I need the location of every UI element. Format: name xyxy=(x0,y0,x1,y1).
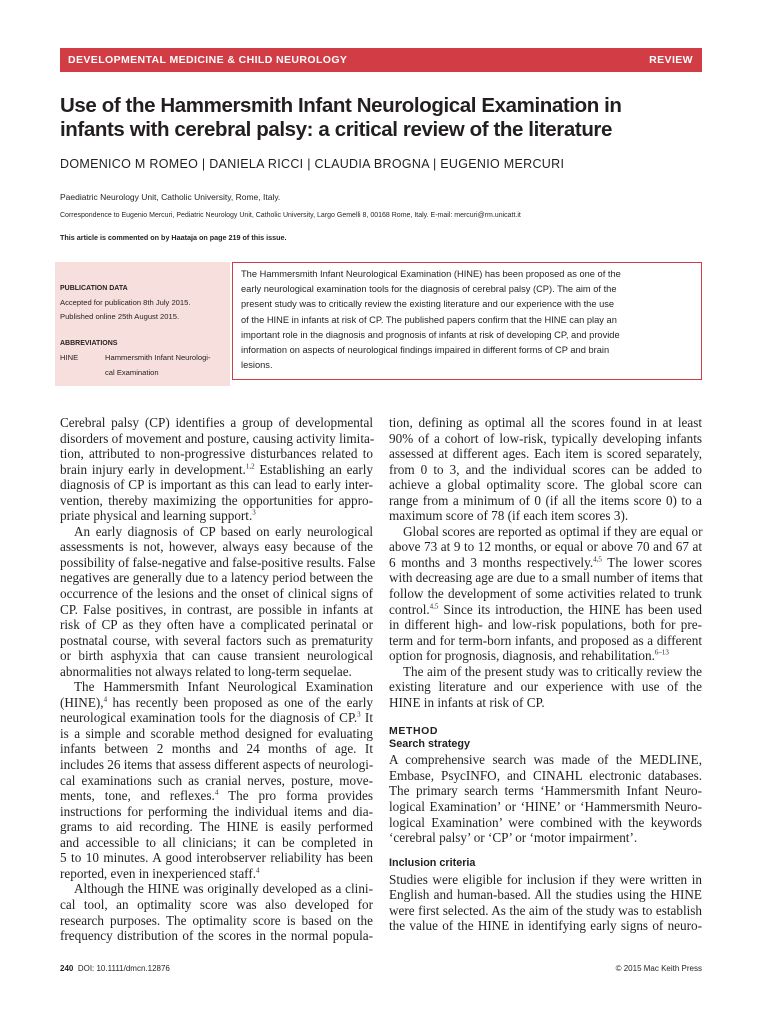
line-text: tion, attributed to non-progressive disturbances related to xyxy=(60,446,373,462)
text-line xyxy=(60,913,373,929)
text-line xyxy=(389,903,702,919)
article-title xyxy=(60,94,720,142)
line-text: The primary search terms ‘Hammersmith Infant Neuro- xyxy=(389,783,702,799)
line-text: infants between 2 months and 24 months of age. It xyxy=(60,741,373,757)
title-line: infants with cerebral palsy: a critical review of the literature xyxy=(60,118,613,141)
published-date: Published online 25th August 2015. xyxy=(60,312,180,321)
text-line xyxy=(60,835,373,851)
line-text: risk of CP as they often have a complicated perinatal or xyxy=(60,617,373,633)
citation-ref: 4 xyxy=(256,866,260,875)
line-text: includes 26 items that assess different aspects of neurologi- xyxy=(60,757,374,773)
text-line xyxy=(60,554,376,571)
line-text: follow the development of some activities related to trunk xyxy=(389,586,702,602)
line-text: assessments is not, however, always easy because of the xyxy=(60,539,373,555)
subsection-heading: Inclusion criteria xyxy=(389,856,476,869)
text-line xyxy=(389,431,702,447)
page-footer xyxy=(60,964,170,973)
text-line xyxy=(389,555,702,571)
line-text: HINE in infants at risk of CP. xyxy=(389,694,545,710)
line-text: A comprehensive search was made of the MEDLINE, xyxy=(389,752,702,768)
text-line xyxy=(389,815,702,831)
text-line xyxy=(389,783,702,799)
text-line xyxy=(60,508,373,524)
text-line xyxy=(60,788,373,804)
citation-ref: 3 xyxy=(357,711,361,719)
title-line: Use of the Hammersmith Infant Neurological Examination in xyxy=(60,94,622,117)
text-line xyxy=(60,617,373,633)
line-text: frequency distribution of the scores in the normal popula- xyxy=(60,928,373,944)
inclusion-criteria-text xyxy=(389,872,702,934)
text-line xyxy=(60,819,373,835)
line-text: brain injury early in development. xyxy=(60,461,246,477)
line-text: CP. False positives, in contrast, are possible in infants at xyxy=(60,601,373,617)
line-text: Although the HINE was originally developed as a clini- xyxy=(74,881,373,897)
line-text: grams to aid recording. The HINE is easily performed xyxy=(60,819,373,835)
text-line xyxy=(60,431,373,447)
line-text: 5 to 10 minutes. A good interobserver reliability has been xyxy=(60,850,373,866)
text-line xyxy=(60,757,373,773)
text-line xyxy=(60,726,373,742)
text-line xyxy=(60,679,373,695)
text-line xyxy=(60,741,373,757)
text-line xyxy=(389,586,702,602)
text-line xyxy=(389,648,702,664)
text-line xyxy=(60,446,373,462)
line-text: research purposes. The optimality score is based on the xyxy=(60,912,373,928)
line-text: has recently been proposed as one of the early xyxy=(107,694,373,710)
line-text: logical Examination’ or ‘HINE’ or ‘Hammersmith Neuro- xyxy=(389,799,702,815)
line-text: negatives are generally due to a latency period between the xyxy=(60,570,373,586)
journal-banner xyxy=(60,48,702,72)
line-text: in different high- and low-risk populations, both for pre- xyxy=(389,617,702,633)
text-line xyxy=(60,928,373,944)
line-text: 90% of a cohort of low-risk, typically developing infants xyxy=(389,430,702,446)
accepted-date: Accepted for publication 8th July 2015. xyxy=(60,298,191,307)
line-text: cal examinations such as cranial nerves, posture, move- xyxy=(60,772,373,788)
line-text: range from a minimum of 0 (if all the items score 0) to a xyxy=(389,492,702,508)
line-text: occurrence of the lesions and the onset of clinical signs of xyxy=(60,586,373,602)
text-line xyxy=(389,768,702,784)
section-heading: METHOD xyxy=(389,725,439,738)
author-list: DOMENICO M ROMEO | DANIELA RICCI | CLAUDIA BROGNA | EUGENIO MERCURI xyxy=(60,157,565,171)
text-line xyxy=(389,462,702,478)
abstract-line: early neurological examination tools for the diagnosis of cerebral palsy (CP). The aim of the xyxy=(241,284,617,295)
text-line xyxy=(60,710,373,726)
text-line xyxy=(60,586,373,602)
line-text: The aim of the present study was to critically review the xyxy=(403,663,702,679)
text-line xyxy=(60,415,373,431)
page-number: 240 xyxy=(60,964,74,973)
text-line xyxy=(60,897,373,913)
line-text: maximum score of 78 (if each item scores 3). xyxy=(389,508,629,524)
text-line xyxy=(389,446,702,462)
abbreviation-term: HINE xyxy=(60,353,79,362)
line-text: the value of the HINE in identifying early signs of neuro- xyxy=(389,918,702,934)
abstract-line: The Hammersmith Infant Neurological Examination (HINE) has been proposed as one of the xyxy=(241,269,621,279)
line-text: control. xyxy=(389,601,430,617)
text-line xyxy=(389,493,702,509)
citation-ref: 4,5 xyxy=(593,555,602,564)
line-text: 6 months and 3 months respectively. xyxy=(389,554,594,570)
line-text: postnatal course, with several factors such as prematurity xyxy=(60,632,373,648)
text-line xyxy=(389,617,702,633)
text-line xyxy=(60,664,373,680)
text-line xyxy=(389,752,702,768)
line-text: disorders of movement and posture, causing activity limita- xyxy=(60,430,375,446)
line-text: existing literature and our experience with use of the xyxy=(389,679,702,695)
text-line xyxy=(60,648,373,664)
line-text: is a simple and scorable method designed for evaluating xyxy=(60,725,373,741)
citation-ref: 6–13 xyxy=(654,648,669,657)
publication-data-box xyxy=(55,262,230,386)
text-line xyxy=(60,804,373,820)
line-text: logical Examination’ were combined with the keywords xyxy=(389,814,702,830)
citation-ref: 1,2 xyxy=(245,462,255,471)
line-text: term and for term-born infants, and proposed as a different xyxy=(389,632,702,648)
abbreviation-definition: cal Examination xyxy=(105,368,159,377)
subsection-heading: Search strategy xyxy=(389,738,471,751)
line-text: The Hammersmith Infant Neurological Examination xyxy=(74,679,373,695)
line-text: Global scores are reported as optimal if they are equal or xyxy=(403,523,703,539)
text-line xyxy=(60,633,373,649)
article-type: REVIEW xyxy=(649,54,693,66)
citation-ref: 4 xyxy=(214,788,219,797)
correspondence: Correspondence to Eugenio Mercuri, Pediatric Neurology Unit, Catholic University, Largo Gemelli 8, 00168 Rome, Italy. E-mail: mercuri@rm.unicatt.it xyxy=(60,212,521,219)
line-text: It xyxy=(360,710,373,726)
text-line xyxy=(60,462,373,478)
line-text: with decreasing age are due to a small number of items that xyxy=(389,570,703,586)
abstract-line: lesions. xyxy=(241,360,273,371)
line-text: vention, thereby maximizing the opportunities for appro- xyxy=(60,492,373,508)
abbreviations-heading: ABBREVIATIONS xyxy=(60,340,118,347)
line-text: and accessible to all clinicians; it can be completed in xyxy=(60,834,373,850)
text-line xyxy=(60,570,373,586)
line-text: Embase, PsycINFO, and CINAHL electronic databases. xyxy=(389,767,702,783)
text-line xyxy=(389,539,702,555)
citation-ref: 4 xyxy=(103,695,108,704)
commentary-note: This article is commented on by Haataja on page 219 of this issue. xyxy=(60,233,287,242)
line-text: neurological examination tools for the diagnosis of CP. xyxy=(60,710,358,726)
line-text: Since its introduction, the HINE has been used xyxy=(438,601,702,617)
abstract-line: present study was to critically review the existing literature and our experience with the use xyxy=(241,299,615,310)
text-line xyxy=(60,695,373,711)
line-text: (HINE), xyxy=(60,694,104,710)
abstract-line: of the HINE in infants at risk of CP. The published papers confirm that the HINE can play an xyxy=(241,314,617,325)
text-line xyxy=(389,477,702,493)
line-text: Studies were eligible for inclusion if they were written in xyxy=(389,871,702,887)
intro-continued xyxy=(389,415,702,710)
search-strategy-text xyxy=(389,752,702,845)
line-text: instructions for performing the individual items and dia- xyxy=(60,803,373,819)
citation-ref: 3 xyxy=(252,508,256,517)
line-text: option for prognosis, diagnosis, and rehabilitation. xyxy=(389,648,655,664)
text-line xyxy=(60,539,373,555)
line-text: or birth asphyxia that can cause transient neurological xyxy=(60,648,373,664)
text-line xyxy=(60,493,373,509)
text-line xyxy=(389,695,702,711)
text-line xyxy=(389,415,702,431)
text-line xyxy=(389,887,702,903)
line-text: Establishing an early xyxy=(254,461,373,477)
line-text: above 73 at 9 to 12 months, or equal or above 70 and 67 at xyxy=(389,539,702,555)
line-text: English and human-based. All the studies using the HINE xyxy=(389,887,702,903)
line-text: assessed at different ages. Each item is scored separately, xyxy=(389,446,702,462)
text-line xyxy=(389,524,702,540)
affiliation: Paediatric Neurology Unit, Catholic University, Rome, Italy. xyxy=(60,192,281,202)
text-line xyxy=(60,602,373,618)
text-line xyxy=(389,830,702,846)
line-text: were first selected. As the aim of the study was to establish xyxy=(389,902,702,918)
abstract-box xyxy=(232,262,702,380)
text-line xyxy=(389,508,702,524)
text-line xyxy=(389,570,702,586)
line-text: An early diagnosis of CP based on early neurological xyxy=(74,523,373,539)
abstract-line: information on aspects of neurological findings impaired in different forms of CP and brain xyxy=(241,345,610,356)
text-line xyxy=(389,602,702,618)
publication-heading: PUBLICATION DATA xyxy=(60,285,128,292)
text-line xyxy=(389,633,702,649)
abstract-line: important role in the diagnosis and prognosis of infants at risk of developing CP, and provide xyxy=(241,329,620,340)
line-text: from 0 to 3, and the individual scores can be added to xyxy=(389,461,702,477)
line-text: diagnosis of CP is important as this can lead to early inter- xyxy=(60,477,373,493)
body-column-right xyxy=(389,415,702,934)
text-line xyxy=(389,872,702,888)
line-text: ments, tone, and reflexes. xyxy=(60,788,215,804)
text-line xyxy=(60,773,373,789)
text-line xyxy=(60,477,373,493)
line-text: Cerebral palsy (CP) identifies a group of developmental xyxy=(60,415,373,430)
line-text: reported, even in inexperienced staff. xyxy=(60,865,257,881)
text-line xyxy=(60,524,373,540)
abbreviation-definition: Hammersmith Infant Neurologi- xyxy=(105,353,211,362)
line-text: tion, defining as optimal all the scores found in at least xyxy=(389,415,702,430)
text-line xyxy=(60,850,373,866)
line-text: cal tool, an optimality score was also developed for xyxy=(60,896,373,912)
copyright: © 2015 Mac Keith Press xyxy=(615,964,702,973)
line-text: abnormalities not always related to long-term sequelae. xyxy=(60,663,352,679)
doi: DOI: 10.1111/dmcn.12876 xyxy=(77,964,170,973)
body-column-left xyxy=(60,415,376,944)
text-line xyxy=(389,679,702,695)
text-line xyxy=(60,881,373,897)
text-line xyxy=(389,918,702,934)
text-line xyxy=(389,799,702,815)
text-line xyxy=(60,866,373,882)
line-text: The pro forma provides xyxy=(218,788,374,804)
journal-name: DEVELOPMENTAL MEDICINE & CHILD NEUROLOGY xyxy=(68,54,348,66)
line-text: ‘cerebral palsy’ or ‘CP’ or ‘motor impairment’. xyxy=(389,830,638,846)
citation-ref: 4,5 xyxy=(429,602,439,611)
text-line xyxy=(389,664,702,680)
line-text: The lower scores xyxy=(601,554,702,570)
line-text: priate physical and learning support. xyxy=(60,508,253,524)
line-text: possibility of false-negative and false-positive results. False xyxy=(60,554,376,570)
line-text: achieve a global optimality score. The global score can xyxy=(389,477,702,493)
